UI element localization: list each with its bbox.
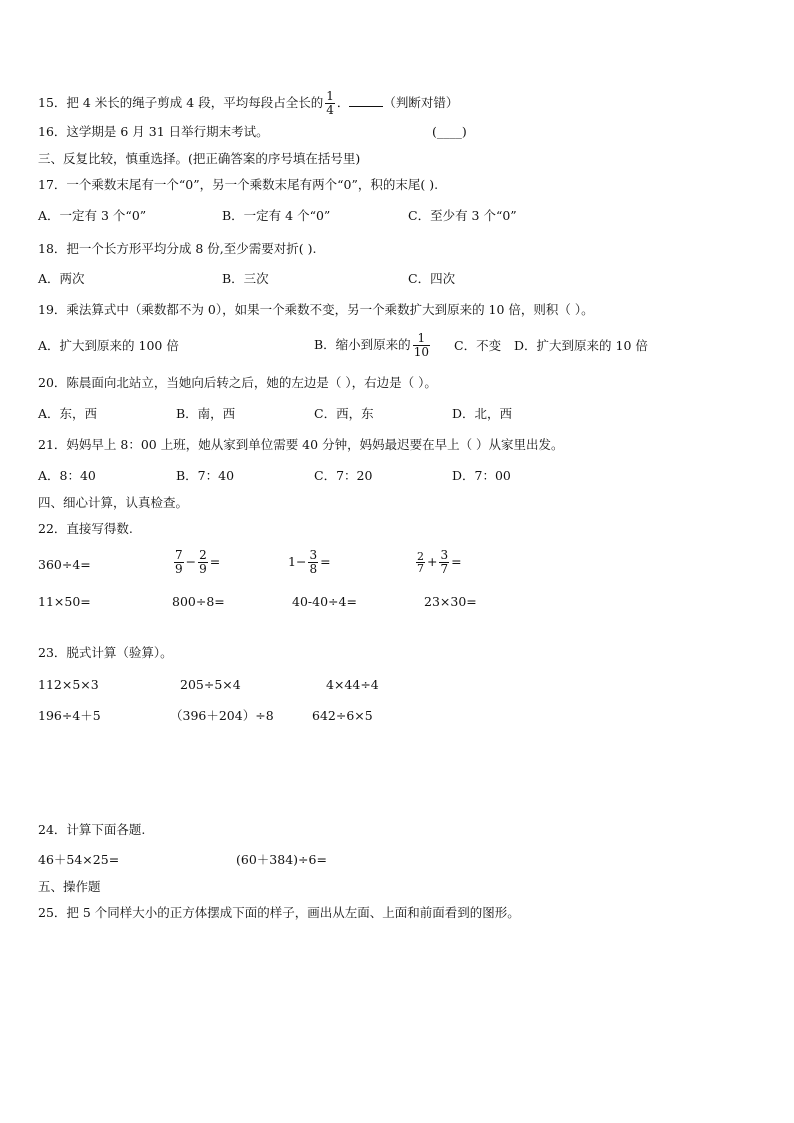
q24-item-2: (60＋384)÷6= xyxy=(236,852,327,867)
q20-option-c[interactable]: C．西，东 xyxy=(314,406,374,421)
q19-option-c[interactable]: C．不变 xyxy=(454,338,502,353)
q23-item-5: （396＋204）÷8 xyxy=(170,708,274,723)
q18-option-c[interactable]: C．四次 xyxy=(408,271,456,286)
q23-item-1: 112×5×3 xyxy=(38,677,99,692)
question-23-title: 23．脱式计算（验算）。 xyxy=(38,645,173,660)
fraction-one-tenth: $\frac{1}{10}$ xyxy=(413,331,429,359)
question-20: 20．陈晨面向北站立，当她向后转之后，她的左边是（ ），右边是（ ）。 xyxy=(38,375,437,390)
fraction: $\frac{3}{7}$ xyxy=(440,548,449,576)
q22-item-2: $\frac{7}{9}$ − $\frac{2}{9}$ = xyxy=(175,548,221,576)
q21-option-a[interactable]: A．8：40 xyxy=(38,468,96,483)
question-18: 18．把一个长方形平均分成 8 份,至少需要对折( ). xyxy=(38,241,317,256)
q18-option-b[interactable]: B．三次 xyxy=(222,271,269,286)
q23-item-2: 205÷5×4 xyxy=(180,677,241,692)
q20-option-b[interactable]: B．南，西 xyxy=(176,406,236,421)
q22-item-7: 40-40÷4= xyxy=(292,594,357,609)
q17-option-a[interactable]: A．一定有 3 个“0” xyxy=(38,208,147,223)
question-22-title: 22．直接写得数. xyxy=(38,521,133,536)
answer-paren-16[interactable]: (____) xyxy=(432,124,467,139)
question-15: 15．把 4 米长的绳子剪成 4 段，平均每段占全长的 $\frac{1}{4}$ ． （判断对错） xyxy=(38,89,459,117)
q23-item-3: 4×44÷4 xyxy=(326,677,379,692)
section-4-heading: 四、细心计算，认真检查。 xyxy=(38,495,189,510)
question-24-title: 24．计算下面各题. xyxy=(38,822,146,837)
question-16: 16．这学期是 6 月 31 日举行期末考试。 xyxy=(38,124,269,139)
q17-option-b[interactable]: B．一定有 4 个“0” xyxy=(222,208,331,223)
q22-item-1: 360÷4= xyxy=(38,557,91,572)
q20-option-a[interactable]: A．东，西 xyxy=(38,406,98,421)
q18-option-a[interactable]: A．两次 xyxy=(38,271,85,286)
q22-item-5: 11×50= xyxy=(38,594,91,609)
q21-option-c[interactable]: C．7：20 xyxy=(314,468,373,483)
q23-item-4: 196÷4＋5 xyxy=(38,708,101,723)
q22-item-6: 800÷8= xyxy=(172,594,225,609)
q21-option-b[interactable]: B．7：40 xyxy=(176,468,235,483)
section-5-heading: 五、操作题 xyxy=(38,879,101,894)
fraction: $\frac{7}{9}$ xyxy=(175,548,183,576)
q23-item-6: 642÷6×5 xyxy=(312,708,373,723)
q19-option-a[interactable]: A．扩大到原来的 100 倍 xyxy=(38,338,179,353)
q24-item-1: 46＋54×25= xyxy=(38,852,120,867)
question-17: 17．一个乘数末尾有一个“0”，另一个乘数末尾有两个“0”，积的末尾( ). xyxy=(38,177,439,192)
q19-option-b[interactable]: B．缩小到原来的 $\frac{1}{10}$ xyxy=(314,331,429,359)
q21-option-d[interactable]: D．7：00 xyxy=(452,468,511,483)
answer-blank[interactable] xyxy=(349,94,383,107)
question-19: 19．乘法算式中（乘数都不为 0），如果一个乘数不变，另一个乘数扩大到原来的 10 倍，则积（ ）。 xyxy=(38,302,594,317)
q22-item-8: 23×30= xyxy=(424,594,477,609)
section-3-heading: 三、反复比较，慎重选择。(把正确答案的序号填在括号里) xyxy=(38,151,361,166)
fraction: $\frac{2}{7}$ xyxy=(417,550,424,575)
fraction-one-quarter: $\frac{1}{4}$ xyxy=(326,89,334,117)
q22-item-3: 1− $\frac{3}{8}$ = xyxy=(288,548,331,576)
q17-option-c[interactable]: C．至少有 3 个“0” xyxy=(408,208,517,223)
q19-option-d[interactable]: D．扩大到原来的 10 倍 xyxy=(514,338,648,353)
question-25: 25．把 5 个同样大小的正方体摆成下面的样子，画出从左面、上面和前面看到的图形。 xyxy=(38,905,520,920)
fraction: $\frac{2}{9}$ xyxy=(199,548,207,576)
fraction: $\frac{3}{8}$ xyxy=(309,548,318,576)
question-21: 21．妈妈早上 8：00 上班，她从家到单位需要 40 分钟，妈妈最迟要在早上（ ）从家里出发。 xyxy=(38,437,564,452)
q22-item-4: $\frac{2}{7}$ + $\frac{3}{7}$ = xyxy=(417,548,462,576)
q20-option-d[interactable]: D．北，西 xyxy=(452,406,513,421)
